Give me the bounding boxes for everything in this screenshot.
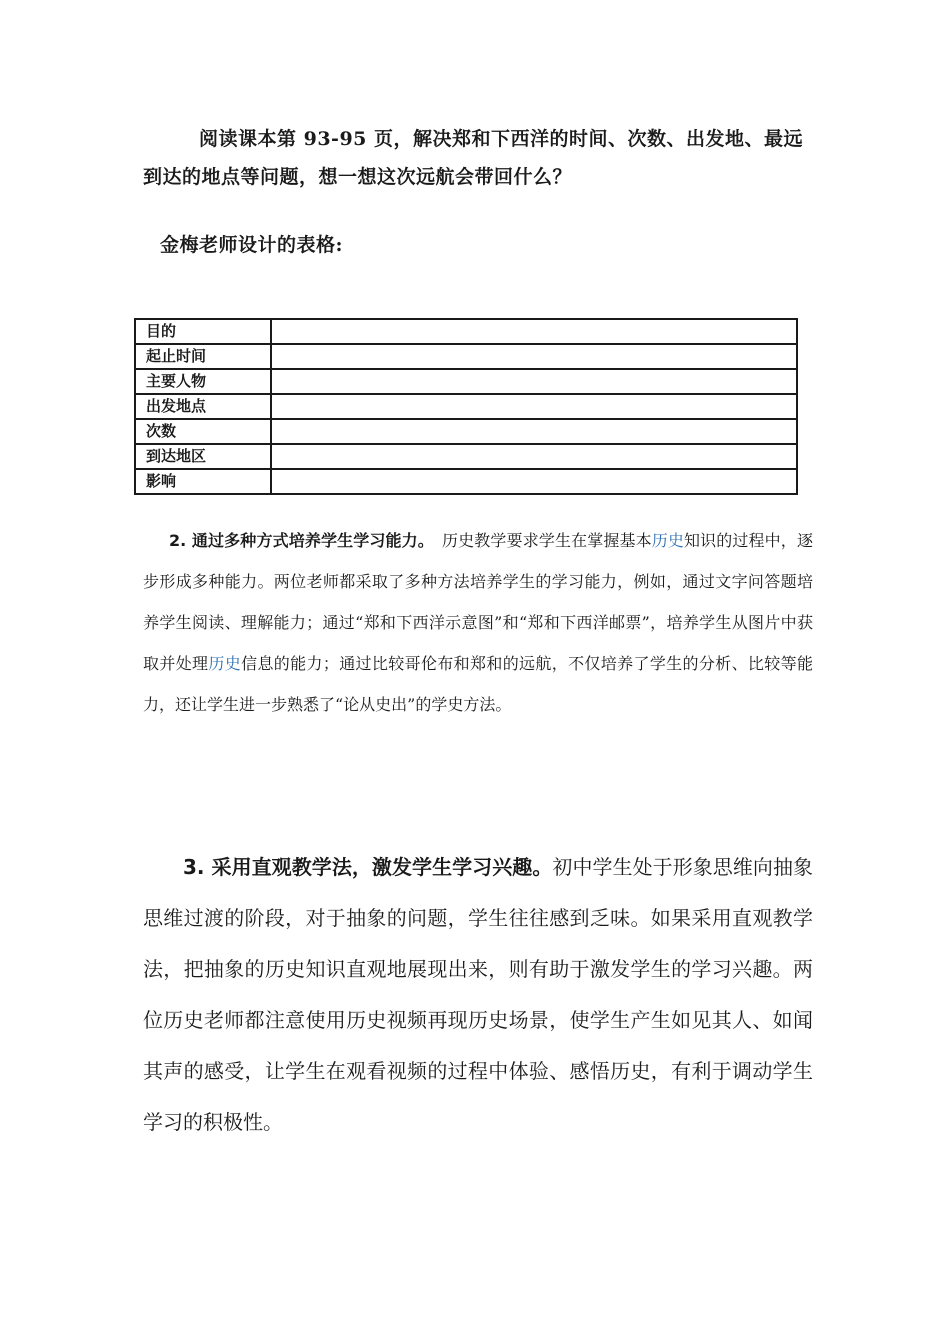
intro-paragraph: 阅读课本第 93-95 页，解决郑和下西洋的时间、次数、出发地、最远到达的地点等问题，想一想这次远航会带回什么？ [143, 128, 803, 188]
table-row [135, 469, 797, 494]
section-2-text-2: 知识的过程中，逐步形成多种能力。两位老师都采取了多种方法培养学生的学习能力，例如，通过文字问答题培养学生阅读、理解能力；通过“郑和下西洋示意图”和“郑和下西洋邮票”，培养学生从图片中获取并处理 [143, 531, 813, 673]
table-title: 金梅老师设计的表格: [160, 234, 344, 256]
info-table [134, 318, 798, 495]
row-value [271, 444, 797, 469]
section-2-paragraph [143, 520, 813, 725]
table-row [135, 444, 797, 469]
row-value [271, 469, 797, 494]
section-3-paragraph [143, 842, 813, 1148]
row-label: 主要人物 [135, 369, 271, 394]
table-row [135, 369, 797, 394]
row-value [271, 369, 797, 394]
row-label: 出发地点 [135, 394, 271, 419]
row-label: 起止时间 [135, 344, 271, 369]
table-row [135, 394, 797, 419]
row-label: 目的 [135, 319, 271, 344]
row-label: 影响 [135, 469, 271, 494]
section-2-text-3: 信息的能力；通过比较哥伦布和郑和的远航，不仅培养了学生的分析、比较等能力，还让学生进一步熟悉了“论从史出”的学史方法。 [143, 654, 813, 714]
table-row [135, 344, 797, 369]
section-3-heading: 3. 采用直观教学法，激发学生学习兴趣。 [183, 855, 553, 879]
history-link[interactable]: 历史 [208, 654, 242, 673]
row-value [271, 394, 797, 419]
section-3-text: 初中学生处于形象思维向抽象思维过渡的阶段，对于抽象的问题，学生往往感到乏味。如果采用直观教学法，把抽象的历史知识直观地展现出来，则有助于激发学生的学习兴趣。两位历史老师都注意使用历史视频再现历史场景，使学生产生如见其人、如闻其声的感受，让学生在观看视频的过程中体验、感悟历史，有利于调动学生学习的积极性。 [143, 855, 813, 1134]
row-label: 到达地区 [135, 444, 271, 469]
row-label: 次数 [135, 419, 271, 444]
row-value [271, 344, 797, 369]
table-row [135, 419, 797, 444]
section-2-text-1: 历史教学要求学生在掌握基本 [442, 531, 652, 550]
table-row [135, 319, 797, 344]
row-value [271, 419, 797, 444]
section-2-heading: 2. 通过多种方式培养学生学习能力。 [169, 531, 426, 550]
history-link[interactable]: 历史 [651, 531, 685, 550]
row-value [271, 319, 797, 344]
